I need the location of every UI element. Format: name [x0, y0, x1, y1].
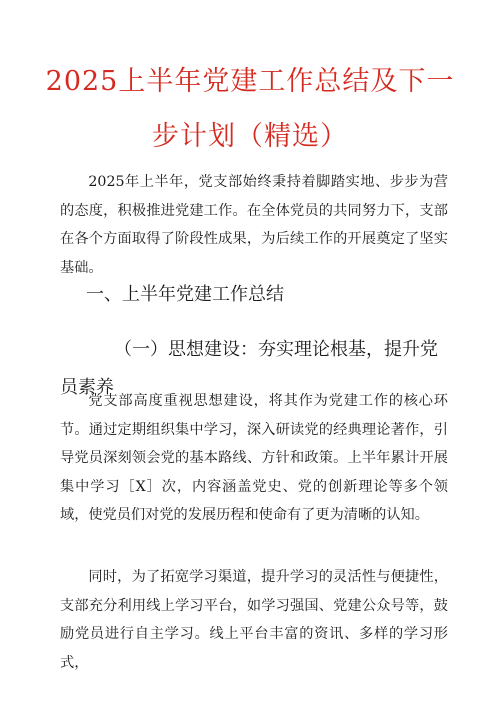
subsection-heading: （一）思想建设：夯实理论根基，提升党员素养 — [60, 339, 438, 398]
intro-paragraph: 2025年上半年，党支部始终秉持着脚踏实地、步步为营的态度，积极推进党建工作。在全体党员的共同努力下，支部在各个方面取得了阶段性成果，为后续工作的开展奠定了坚实基础。 — [60, 174, 448, 276]
document-title-line-1: 2025上半年党建工作总结及下一 — [45, 66, 455, 97]
body-paragraph-2: 同时，为了拓宽学习渠道，提升学习的灵活性与便捷性，支部充分利用线上学习平台，如学习强国、党建公众号等，鼓励党员进行自主学习。线上平台丰富的资讯、多样的学习形式， — [60, 569, 448, 671]
section-heading: 一、上半年党建工作总结 — [86, 284, 284, 305]
document-title-line-2: 步计划（精选） — [152, 121, 348, 152]
body-paragraph-1: 党支部高度重视思想建设，将其作为党建工作的核心环节。通过定期组织集中学习，深入研读党的经典理论著作，引导党员深刻领会党的基本路线、方针和政策。上半年累计开展集中学习［X］次，内容涵盖党史、党的创新理论等多个领域，使党员们对党的发展历程和使命有了更为清晰的认知。 — [60, 393, 448, 524]
